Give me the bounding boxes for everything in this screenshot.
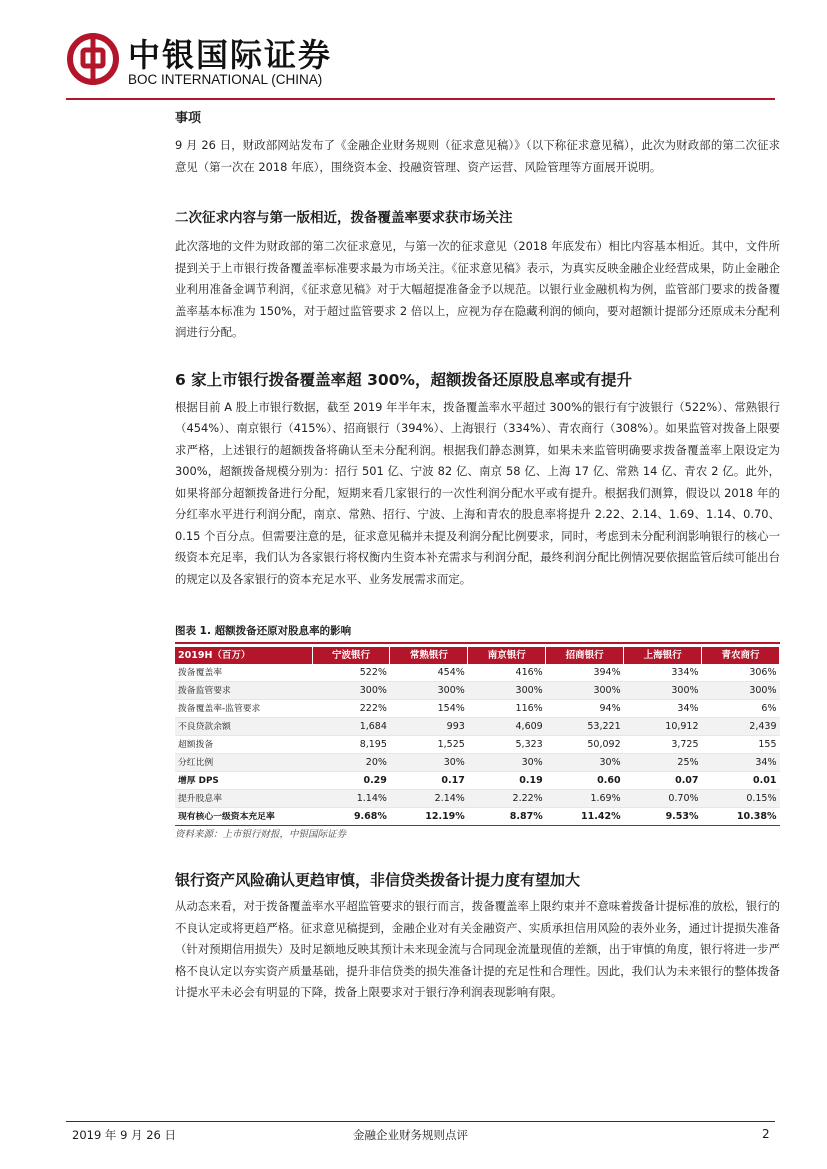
row-label: 超额拨备 [175,736,312,754]
section-title-provision: 6 家上市银行拨备覆盖率超 300%，超额拨备还原股息率或有提升 [175,370,632,389]
main-content [175,104,780,1004]
table-cell: 30% [546,754,624,772]
table-cell: 10,912 [624,718,702,736]
dividend-impact-table [175,647,780,826]
table-header-row [175,647,780,664]
table-cell: 30% [468,754,546,772]
table-cell: 25% [624,754,702,772]
table-row [175,664,780,682]
table-cell: 454% [390,664,468,682]
figure-divider [175,642,780,644]
row-label: 拨备监管要求 [175,682,312,700]
row-label: 增厚 DPS [175,772,312,790]
section-paragraph-consultation: 此次落地的文件为财政部的第二次征求意见，与第一次的征求意见（2018 年底发布）相比内容基本相近。其中，文件所提到关于上市银行拨备覆盖率标准要求最为市场关注。《征求意见稿》表示，为真实反映金融企业经营成果，防止金融企业利用准备金调节利润，《征求意见稿》对于大幅超提准备金予以规范。以银行业金融机构为例，监管部门要求的拨备覆盖率基本标准为 150%，对于超过监管要求 2 倍以上，应视为存在隐藏利润的倾向，要对超额计提部分还原成未分配利润进行分配。 [175,239,780,339]
table-header-cell: 上海银行 [624,647,702,664]
table-cell: 2,439 [702,718,780,736]
table-row [175,736,780,754]
table-cell: 30% [390,754,468,772]
table-cell: 0.19 [468,772,546,790]
table-cell: 34% [702,754,780,772]
section-paragraph-risk: 从动态来看，对于拨备覆盖率水平超监管要求的银行而言，拨备覆盖率上限约束并不意味着拨备计提标准的放松，银行的不良认定或将更趋严格。征求意见稿提到，金融企业对有关金融资产、实质承担信用风险的表外业务，通过计提损失准备（针对预期信用损失）及时足额地反映其预计未来现金流与合同现金流量现值的差额，出于审慎的角度，银行将进一步严格不良认定以夯实资产质量基础，提升非信贷类的损失准备计提的充足性和合理性。因此，我们认为未来银行的整体拨备计提水平未必会有明显的下降，拨备上限要求对于银行净利润表现影响有限。 [175,899,780,999]
table-row [175,718,780,736]
table-cell: 2.14% [390,790,468,808]
table-cell: 20% [312,754,390,772]
table-cell: 10.38% [702,808,780,826]
table-cell: 94% [546,700,624,718]
table-cell: 306% [702,664,780,682]
section-title-risk: 银行资产风险确认更趋审慎，非信贷类拨备计提力度有望加大 [175,871,581,889]
section-paragraph-provision: 根据目前 A 股上市银行数据，截至 2019 年半年末，拨备覆盖率水平超过 300%的银行有宁波银行（522%）、常熟银行（454%）、南京银行（415%）、招商银行（394%）、上海银行（334%）、青农商行（308%）。如果监管对拨备上限要求严格，上述银行的超额拨备将确认至未分配利润。根据我们静态测算，如果未来监管明确要求拨备覆盖率上限设定为 300%，超额拨备规模分别为：招行 501 亿、宁波 82 亿、南京 58 亿、上海 17 亿、常熟 14 亿、青农 2 亿。此外，如果将部分超额拨备进行分配，短期来看几家银行的一次性利润分配水平或有提升。根据我们测算，假设以 2018 年的分红率水平进行利润分配，南京、常熟、招行、宁波、上海和青农的股息率将提升 2.22、2.14、1.69、1.14、0.70、0.15 个百分点。但需要注意的是，征求意见稿并未提及利润分配比例要求，同时，考虑到未分配利润影响银行的核心一级资本充足率，我们认为各家银行将权衡内生资本补充需求与利润分配，最终利润分配比例情况要依据监管后续可能出台的规定以及各家银行的资本充足水平、业务发展需求而定。 [175,399,780,586]
table-row [175,700,780,718]
table-cell: 34% [624,700,702,718]
table-cell: 1.14% [312,790,390,808]
table-cell: 0.17 [390,772,468,790]
table-cell: 300% [390,682,468,700]
table-cell: 0.29 [312,772,390,790]
table-cell: 50,092 [546,736,624,754]
table-header-cell: 2019H（百万） [175,647,312,664]
table-cell: 0.01 [702,772,780,790]
table-cell: 9.68% [312,808,390,826]
table-cell: 12.19% [390,808,468,826]
row-label: 分红比例 [175,754,312,772]
row-label: 拨备覆盖率-监管要求 [175,700,312,718]
table-cell: 222% [312,700,390,718]
table-cell: 522% [312,664,390,682]
footer-report-title: 金融企业财务规则点评 [353,1128,468,1142]
table-header-cell: 南京银行 [468,647,546,664]
table-cell: 300% [546,682,624,700]
table-cell: 155 [702,736,780,754]
page-number: 2 [762,1127,770,1141]
table-cell: 8.87% [468,808,546,826]
table-header-cell: 宁波银行 [312,647,390,664]
brand-name-chinese: 中银国际证券 [128,36,333,74]
figure-1 [175,623,780,842]
table-cell: 334% [624,664,702,682]
table-cell: 8,195 [312,736,390,754]
table-cell: 300% [312,682,390,700]
table-header-cell: 青农商行 [702,647,780,664]
table-cell: 1.69% [546,790,624,808]
table-row [175,772,780,790]
table-cell: 4,609 [468,718,546,736]
row-label: 现有核心一级资本充足率 [175,808,312,826]
table-cell: 1,684 [312,718,390,736]
section-title-event: 事项 [175,111,202,126]
page-header [66,30,766,92]
figure-source: 资料来源：上市银行财报，中银国际证券 [175,829,347,840]
row-label: 不良贷款余额 [175,718,312,736]
table-row [175,754,780,772]
row-label: 提升股息率 [175,790,312,808]
table-cell: 3,725 [624,736,702,754]
table-header-cell: 招商银行 [546,647,624,664]
row-label: 拨备覆盖率 [175,664,312,682]
table-cell: 394% [546,664,624,682]
table-row [175,808,780,826]
table-cell: 53,221 [546,718,624,736]
table-cell: 300% [702,682,780,700]
table-row [175,790,780,808]
table-row [175,682,780,700]
brand-name-english: BOC INTERNATIONAL (CHINA) [128,72,323,87]
footer-divider [66,1121,775,1122]
table-cell: 5,323 [468,736,546,754]
table-cell: 0.60 [546,772,624,790]
table-header-cell: 常熟银行 [390,647,468,664]
header-divider [66,98,775,100]
table-cell: 11.42% [546,808,624,826]
table-cell: 993 [390,718,468,736]
table-cell: 0.07 [624,772,702,790]
section-title-consultation: 二次征求内容与第一版相近，拨备覆盖率要求获市场关注 [175,210,513,226]
section-paragraph-event: 9 月 26 日，财政部网站发布了《金融企业财务规则（征求意见稿）》（以下称征求意见稿），此次为财政部的第二次征求意见（第一次在 2018 年底），围绕资本金、投融资管理、资产运营、风险管理等方面展开说明。 [175,138,780,174]
table-cell: 0.70% [624,790,702,808]
boc-logo-icon [66,32,120,86]
table-cell: 1,525 [390,736,468,754]
table-cell: 0.15% [702,790,780,808]
table-cell: 416% [468,664,546,682]
table-cell: 300% [624,682,702,700]
table-cell: 300% [468,682,546,700]
table-cell: 6% [702,700,780,718]
table-cell: 9.53% [624,808,702,826]
table-cell: 154% [390,700,468,718]
figure-title: 图表 1. 超额拨备还原对股息率的影响 [175,625,352,637]
footer-date: 2019 年 9 月 26 日 [72,1128,176,1142]
table-cell: 116% [468,700,546,718]
table-cell: 2.22% [468,790,546,808]
